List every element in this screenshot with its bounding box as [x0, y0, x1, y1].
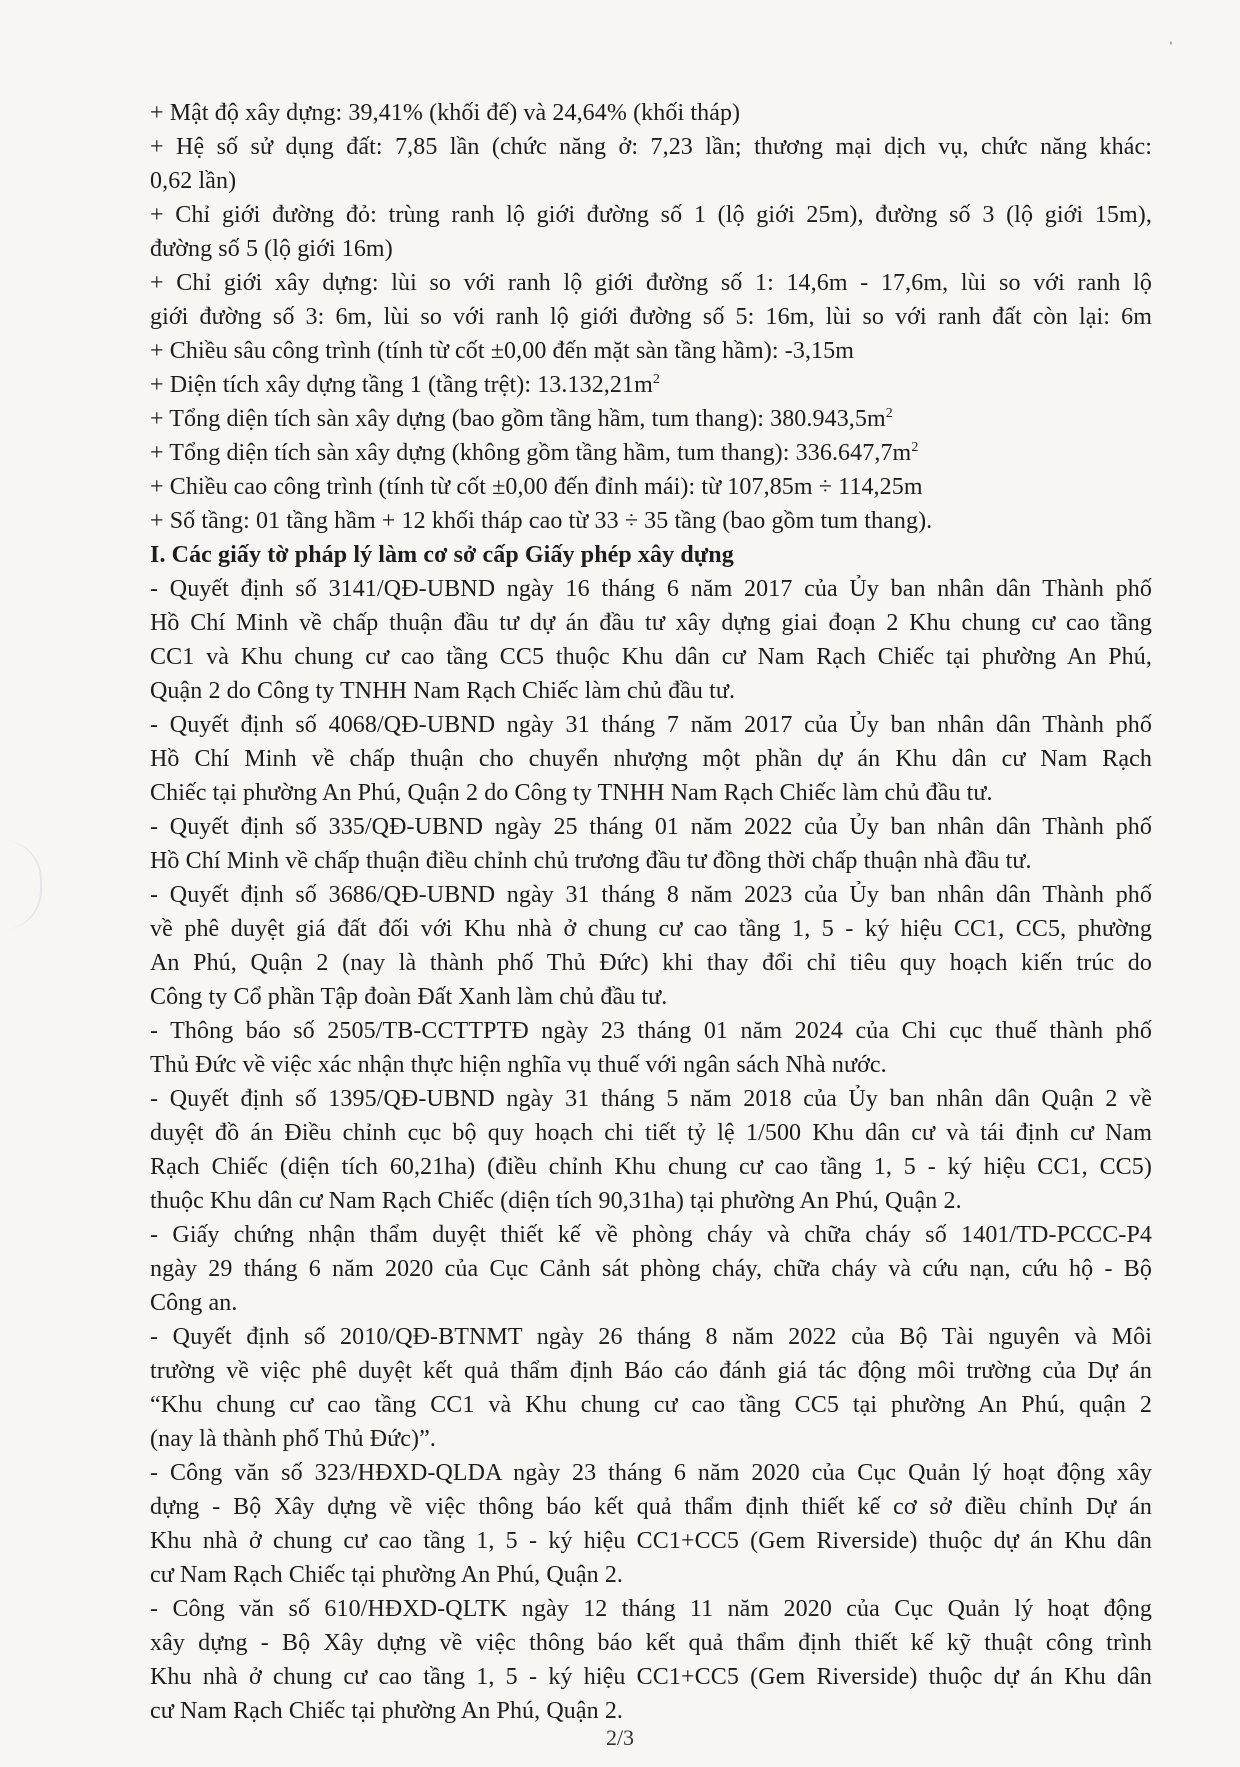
text-line — [150, 1252, 1152, 1286]
line-text: ngày 29 tháng 6 năm 2020 của Cục Cảnh sát phòng cháy, chữa cháy và cứu nạn, cứu hộ - Bộ — [150, 1256, 1152, 1282]
line-text: Công ty Cổ phần Tập đoàn Đất Xanh làm chủ đầu tư. — [150, 984, 668, 1010]
text-line — [150, 1524, 1152, 1558]
text-line — [150, 1490, 1152, 1524]
text-line — [150, 1286, 1152, 1320]
text-line — [150, 1116, 1152, 1150]
text-line — [150, 164, 1152, 198]
line-text: + Tổng diện tích sàn xây dựng (bao gồm tầng hầm, tum thang): 380.943,5m — [150, 406, 886, 432]
text-line — [150, 96, 1152, 130]
text-line — [150, 1320, 1152, 1354]
line-text: “Khu chung cư cao tầng CC1 và Khu chung cư cao tầng CC5 tại phường An Phú, quận 2 — [150, 1392, 1152, 1418]
text-line — [150, 708, 1152, 742]
text-line — [150, 742, 1152, 776]
text-line — [150, 1422, 1152, 1456]
line-text: cư Nam Rạch Chiếc tại phường An Phú, Quận 2. — [150, 1698, 624, 1724]
superscript: 2 — [885, 406, 893, 421]
text-line — [150, 1218, 1152, 1252]
line-text: - Quyết định số 2010/QĐ-BTNMT ngày 26 tháng 8 năm 2022 của Bộ Tài nguyên và Môi — [150, 1324, 1152, 1350]
text-line — [150, 776, 1152, 810]
text-line — [150, 1694, 1152, 1728]
text-line — [150, 572, 1152, 606]
line-text: Rạch Chiếc (diện tích 60,21ha) (điều chỉnh Khu chung cư cao tầng 1, 5 - ký hiệu CC1, CC5) — [150, 1154, 1152, 1180]
line-text: - Quyết định số 335/QĐ-UBND ngày 25 tháng 01 năm 2022 của Ủy ban nhân dân Thành phố — [150, 814, 1152, 840]
text-line — [150, 402, 1152, 436]
line-text: - Quyết định số 1395/QĐ-UBND ngày 31 tháng 5 năm 2018 của Ủy ban nhân dân Quận 2 về — [150, 1086, 1152, 1112]
line-text: Chiếc tại phường An Phú, Quận 2 do Công ty TNHH Nam Rạch Chiếc làm chủ đầu tư. — [150, 780, 993, 806]
text-line — [150, 1456, 1152, 1490]
line-text: Công an. — [150, 1290, 238, 1316]
text-line — [150, 504, 1152, 538]
line-text: + Chỉ giới xây dựng: lùi so với ranh lộ giới đường số 1: 14,6m - 17,6m, lùi so với ranh lộ — [150, 270, 1152, 296]
text-line — [150, 946, 1152, 980]
line-text: + Chỉ giới đường đỏ: trùng ranh lộ giới đường số 1 (lộ giới 25m), đường số 3 (lộ giới 15m), — [150, 202, 1152, 228]
text-line — [150, 1014, 1152, 1048]
line-text: về phê duyệt giá đất đối với Khu nhà ở chung cư cao tầng 1, 5 - ký hiệu CC1, CC5, phường — [150, 916, 1152, 942]
text-line — [150, 810, 1152, 844]
text-line — [150, 980, 1152, 1014]
line-text: I. Các giấy tờ pháp lý làm cơ sở cấp Giấy phép xây dựng — [150, 542, 734, 568]
line-text: (nay là thành phố Thủ Đức)”. — [150, 1426, 436, 1452]
text-line — [150, 232, 1152, 266]
scan-mark: ˈ — [1168, 38, 1174, 58]
line-text: Khu nhà ở chung cư cao tầng 1, 5 - ký hiệu CC1+CC5 (Gem Riverside) thuộc dự án Khu dân — [150, 1528, 1152, 1554]
text-line — [150, 1184, 1152, 1218]
line-text: + Tổng diện tích sàn xây dựng (không gồm tầng hầm, tum thang): 336.647,7m — [150, 440, 912, 466]
text-line — [150, 1592, 1152, 1626]
line-text: Khu nhà ở chung cư cao tầng 1, 5 - ký hiệu CC1+CC5 (Gem Riverside) thuộc dự án Khu dân — [150, 1664, 1152, 1690]
text-line — [150, 674, 1152, 708]
line-text: + Số tầng: 01 tầng hầm + 12 khối tháp cao từ 33 ÷ 35 tầng (bao gồm tum thang). — [150, 508, 933, 534]
line-text: - Công văn số 610/HĐXD-QLTK ngày 12 tháng 11 năm 2020 của Cục Quản lý hoạt động — [150, 1596, 1152, 1622]
page-number: 2/3 — [605, 1725, 635, 1750]
line-text: - Quyết định số 4068/QĐ-UBND ngày 31 tháng 7 năm 2017 của Ủy ban nhân dân Thành phố — [150, 712, 1152, 738]
line-text: Quận 2 do Công ty TNHH Nam Rạch Chiếc làm chủ đầu tư. — [150, 678, 736, 704]
line-text: xây dựng - Bộ Xây dựng về việc thông báo kết quả thẩm định thiết kế kỹ thuật công trình — [150, 1630, 1152, 1656]
text-line — [150, 436, 1152, 470]
line-text: - Quyết định số 3686/QĐ-UBND ngày 31 tháng 8 năm 2023 của Ủy ban nhân dân Thành phố — [150, 882, 1152, 908]
line-text: + Mật độ xây dựng: 39,41% (khối đế) và 24,64% (khối tháp) — [150, 100, 741, 126]
superscript: 2 — [911, 440, 919, 455]
text-line — [150, 1354, 1152, 1388]
line-text: Hồ Chí Minh về chấp thuận cho chuyển nhượng một phần dự án Khu dân cư Nam Rạch — [150, 746, 1152, 772]
text-line — [150, 300, 1152, 334]
line-text: + Diện tích xây dựng tầng 1 (tầng trệt): 13.132,21m — [150, 372, 653, 398]
text-line — [150, 844, 1152, 878]
text-line — [150, 1048, 1152, 1082]
line-text: Thủ Đức về việc xác nhận thực hiện nghĩa vụ thuế với ngân sách Nhà nước. — [150, 1052, 887, 1078]
text-line — [150, 198, 1152, 232]
text-line — [150, 1388, 1152, 1422]
line-text: - Công văn số 323/HĐXD-QLDA ngày 23 tháng 6 năm 2020 của Cục Quản lý hoạt động xây — [150, 1460, 1152, 1486]
line-text: CC1 và Khu chung cư cao tầng CC5 thuộc Khu dân cư Nam Rạch Chiếc tại phường An Phú, — [150, 644, 1152, 670]
line-text: giới đường số 3: 6m, lùi so với ranh lộ giới đường số 5: 16m, lùi so với ranh đất còn lại: 6m — [150, 304, 1152, 330]
line-text: 0,62 lần) — [150, 168, 237, 194]
line-text: - Quyết định số 3141/QĐ-UBND ngày 16 tháng 6 năm 2017 của Ủy ban nhân dân Thành phố — [150, 576, 1152, 602]
line-text: + Hệ số sử dụng đất: 7,85 lần (chức năng ở: 7,23 lần; thương mại dịch vụ, chức năng khác: — [150, 134, 1152, 160]
line-text: cư Nam Rạch Chiếc tại phường An Phú, Quận 2. — [150, 1562, 624, 1588]
text-line — [150, 1082, 1152, 1116]
text-line — [150, 1150, 1152, 1184]
line-text: Hồ Chí Minh về chấp thuận đầu tư dự án đầu tư xây dựng giai đoạn 2 Khu chung cư cao tầng — [150, 610, 1152, 636]
line-text: thuộc Khu dân cư Nam Rạch Chiếc (diện tích 90,31ha) tại phường An Phú, Quận 2. — [150, 1188, 962, 1214]
text-line — [150, 368, 1152, 402]
line-text: + Chiều sâu công trình (tính từ cốt ±0,00 đến mặt sàn tầng hầm): -3,15m — [150, 338, 855, 364]
line-text: dựng - Bộ Xây dựng về việc thông báo kết quả thẩm định thiết kế cơ sở điều chỉnh Dự án — [150, 1494, 1152, 1520]
text-line — [150, 1626, 1152, 1660]
line-text: An Phú, Quận 2 (nay là thành phố Thủ Đức) khi thay đổi chỉ tiêu quy hoạch kiến trúc do — [150, 950, 1152, 976]
text-line — [150, 1558, 1152, 1592]
text-line — [150, 266, 1152, 300]
text-line — [150, 606, 1152, 640]
text-line — [150, 640, 1152, 674]
line-text: đường số 5 (lộ giới 16m) — [150, 236, 393, 262]
superscript: 2 — [652, 372, 660, 387]
line-text: duyệt đồ án Điều chỉnh cục bộ quy hoạch chi tiết tỷ lệ 1/500 Khu dân cư và tái định cư Nam — [150, 1120, 1152, 1146]
line-text: - Thông báo số 2505/TB-CCTTPTĐ ngày 23 tháng 01 năm 2024 của Chi cục thuế thành phố — [150, 1018, 1152, 1044]
text-line — [150, 130, 1152, 164]
section-heading — [150, 538, 1152, 572]
line-text: + Chiều cao công trình (tính từ cốt ±0,00 đến đỉnh mái): từ 107,85m ÷ 114,25m — [150, 474, 923, 500]
document-body — [150, 96, 1152, 1728]
line-text: trường về việc phê duyệt kết quả thẩm định Báo cáo đánh giá tác động môi trường của Dự án — [150, 1358, 1152, 1384]
text-line — [150, 878, 1152, 912]
text-line — [150, 912, 1152, 946]
line-text: Hồ Chí Minh về chấp thuận điều chỉnh chủ trương đầu tư đồng thời chấp thuận nhà đầu tư. — [150, 848, 1032, 874]
text-line — [150, 1660, 1152, 1694]
line-text: - Giấy chứng nhận thẩm duyệt thiết kế về phòng cháy và chữa cháy số 1401/TD-PCCC-P4 — [150, 1222, 1152, 1248]
text-line — [150, 334, 1152, 368]
stamp-ghost — [0, 840, 42, 930]
text-line — [150, 470, 1152, 504]
